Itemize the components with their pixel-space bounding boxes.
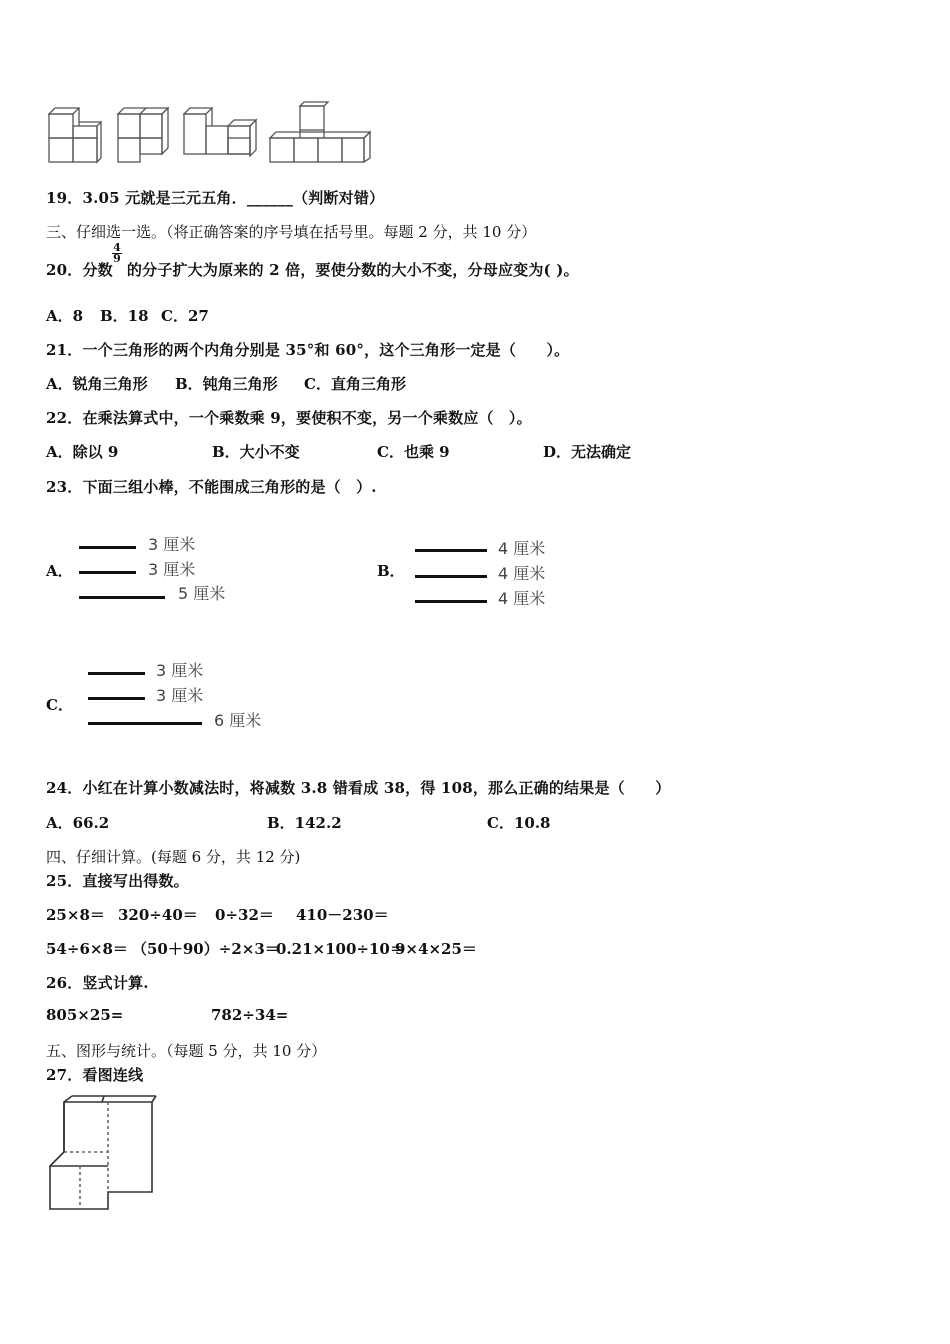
stick-c-3: [88, 722, 202, 725]
question-27: 27．看图连线: [46, 1066, 144, 1084]
question-24: 24．小红在计算小数减法时，将减数 3.8 错看成 38，得 108，那么正确的结果是（ ）: [46, 779, 671, 797]
q24-option-b: B．142.2: [267, 814, 342, 832]
stick-a-2: [79, 571, 136, 574]
question-23: 23．下面三组小棒，不能围成三角形的是（ ）.: [46, 478, 377, 496]
q24-option-c: C．10.8: [487, 814, 551, 832]
stick-a-2-label: 3 厘米: [148, 560, 196, 579]
calc-2-4: 9×4×25＝: [395, 940, 477, 958]
stick-a-3-label: 5 厘米: [178, 584, 226, 603]
fraction-denominator: 9: [113, 252, 121, 265]
q21-option-c: C．直角三角形: [304, 375, 406, 393]
cube-figure-1: [49, 108, 101, 162]
calc-1-3: 0÷32＝: [215, 906, 274, 924]
question-19: 19．3.05 元就是三元五角．______（判断对错）: [46, 189, 385, 207]
cube-figures-top: [44, 98, 384, 168]
q21-option-b: B．钝角三角形: [175, 375, 278, 393]
cube-figure-4: [270, 102, 370, 162]
cube-figure-2: [118, 108, 168, 162]
q22-option-b: B．大小不变: [212, 443, 300, 461]
question-26: 26．竖式计算.: [46, 974, 149, 992]
calc-1-4: 410－230＝: [296, 906, 389, 924]
stick-b-2: [415, 575, 487, 578]
calc-2-3: 0.21×100÷10＝: [276, 940, 405, 958]
q23-option-a-label: A．: [46, 562, 73, 580]
q22-option-a: A．除以 9: [46, 443, 119, 461]
stick-b-3-label: 4 厘米: [498, 589, 546, 608]
stick-b-2-label: 4 厘米: [498, 564, 546, 583]
vertical-calc-2: 782÷34=: [211, 1006, 289, 1024]
section-4-title: 四、仔细计算。(每题 6 分，共 12 分): [46, 848, 301, 866]
stick-c-2: [88, 697, 145, 700]
q20-option-c: C．27: [161, 307, 209, 325]
fraction-4-9: [112, 243, 122, 264]
question-25: 25．直接写出得数。: [46, 872, 189, 890]
stick-c-2-label: 3 厘米: [156, 686, 204, 705]
q22-option-c: C．也乘 9: [377, 443, 450, 461]
question-20-before: 20．分数: [46, 261, 113, 279]
q21-option-a: A．锐角三角形: [46, 375, 148, 393]
q24-option-a: A．66.2: [46, 814, 110, 832]
stick-a-1: [79, 546, 136, 549]
fraction-numerator: 4: [113, 241, 121, 254]
section-5-title: 五、图形与统计。（每题 5 分，共 10 分）: [46, 1042, 327, 1060]
section-3-title: 三、仔细选一选。（将正确答案的序号填在括号里。每题 2 分，共 10 分）: [46, 223, 537, 241]
cube-figure-q27: [44, 1094, 164, 1219]
q23-option-b-label: B．: [377, 562, 405, 580]
calc-2-2: （50＋90）÷2×3＝: [132, 940, 280, 958]
stick-c-1-label: 3 厘米: [156, 661, 204, 680]
calc-1-2: 320÷40＝: [118, 906, 198, 924]
stick-a-1-label: 3 厘米: [148, 535, 196, 554]
stick-b-1: [415, 549, 487, 552]
stick-c-1: [88, 672, 145, 675]
cube-figure-3: [184, 108, 256, 156]
question-22: 22．在乘法算式中，一个乘数乘 9，要使积不变，另一个乘数应（ ）。: [46, 409, 532, 427]
question-20-after: 的分子扩大为原来的 2 倍，要使分数的大小不变，分母应变为( )。: [126, 261, 579, 279]
stick-b-1-label: 4 厘米: [498, 539, 546, 558]
stick-b-3: [415, 600, 487, 603]
question-21: 21．一个三角形的两个内角分别是 35°和 60°，这个三角形一定是（ ）。: [46, 341, 570, 359]
q20-option-a: A．8: [46, 307, 84, 325]
q23-option-c-label: C．: [46, 696, 73, 714]
calc-1-1: 25×8＝: [46, 906, 105, 924]
vertical-calc-1: 805×25=: [46, 1006, 124, 1024]
question-20: [46, 259, 579, 280]
q20-option-b: B．18: [100, 307, 149, 325]
stick-a-3: [79, 596, 165, 599]
q22-option-d: D．无法确定: [543, 443, 632, 461]
calc-2-1: 54÷6×8＝: [46, 940, 128, 958]
stick-c-3-label: 6 厘米: [214, 711, 262, 730]
